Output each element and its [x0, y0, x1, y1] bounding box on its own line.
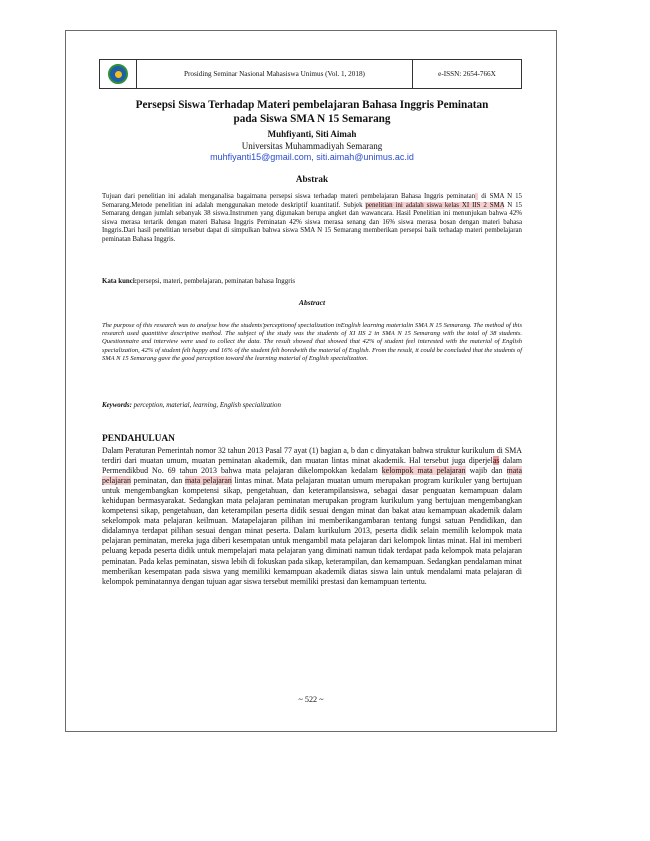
pendahuluan-highlight-4: mata pelajaran	[185, 476, 232, 486]
university-logo-icon	[108, 64, 128, 84]
kata-kunci	[102, 278, 522, 287]
title-line-2: pada Siswa SMA N 15 Semarang	[233, 112, 391, 125]
abstract-text: The purpose of this research was to analyse how the students'perceptionof specialization inEnglish learning materialin SMA N 15 Semarang. The method of this research used quantitive descriptive method. The subject of the study was the students of XI IIS 2 in SMA N 15 Semarang with the total of 38 students. Questionnaire and interview were used to collect the data. The result showed that showed that 42% of student feel interested with the material of English specialization, 42% of student felt happy and 16% of the student felt boredwith the material of English. From the result, it could be concluded that the students of SMA N 15 Semarang gave the good perception toward the learning material of English specialization.	[102, 322, 522, 362]
abstract-heading: Abstract	[298, 298, 326, 307]
page-number: ~ 522 ~	[298, 695, 324, 704]
paper-page	[65, 30, 557, 732]
author-emails[interactable]: muhfiyanti15@gmail.com, siti.aimah@unimus.ac.id	[210, 152, 414, 162]
issn: e-ISSN: 2654-766X	[438, 70, 496, 78]
kata-kunci-text: persepsi, materi, pembelajaran, peminatan bahasa Inggris	[137, 278, 296, 285]
pendahuluan-highlight-3: mata pelajaran	[102, 466, 522, 486]
pendahuluan-part-3: dalam Permendikbud No. 69 tahun 2013 bahwa mata pelajaran dikelompokkan kedalam	[102, 456, 522, 476]
paper-title	[94, 99, 530, 126]
keywords-text: perception, material, learning, English specialization	[131, 402, 281, 409]
pendahuluan-text	[102, 446, 522, 587]
kata-kunci-label: Kata kunci:	[102, 278, 138, 285]
abstrak-text	[102, 193, 522, 245]
affiliation: Universitas Muhammadiyah Semarang	[241, 141, 383, 151]
abstrak-highlight-2: penelitian ini adalah siswa kelas XI IIS 2 SMA	[365, 201, 505, 209]
pendahuluan-highlight-1: as	[492, 456, 500, 466]
abstrak-part-1: Tujuan dari penelitian ini adalah menganalisa bagaimana persepsi siswa terhadap materi pembelajaran Bahasa Inggris peminatan	[102, 193, 476, 200]
abstrak-part-4: N 15 Semarang dengan jumlah sebanyak 38 siswa.Instrumen yang digunakan berupa angket dan wawancara. Hasil Penelitian ini menunjukan bahwa 42% siswa merasa tertarik dengan materi Bahasa Inggris Peminatan 42% siswa merasa senang dan 16% siswa merasa bosan dengan materi bahasa Inggris.Dari hasil penelitian tersebut dapat di simpulkan bahwa siswa SMA N 15 Semarang memberikan persepsi baik terhadap materi pembelajaran peminatan Bahasa Inggris.	[102, 201, 522, 243]
logo-cell	[100, 60, 137, 88]
abstrak-part-2: di SMA N 15 Semarang.Metode penelitian ini adalah menggunakan metode deskriptif kuantitatif. Subjek	[102, 193, 522, 209]
journal-header	[99, 59, 522, 89]
abstrak-heading: Abstrak	[295, 174, 329, 184]
pendahuluan-part-7: peminatan, dan	[130, 476, 185, 486]
title-line-1: Persepsi Siswa Terhadap Materi pembelajaran Bahasa Inggris Peminatan	[135, 99, 489, 111]
pendahuluan-part-5: wajib dan	[465, 466, 507, 476]
pendahuluan-part-9: lintas minat. Mata pelajaran muatan umum merupakan program kurikuler yang bertujuan untuk mengembangkan kompetensi sikap, pengetahuan, dan keterampilansiswa, sebagai dasar penguatan kemampuan dalam kehidupan bermasyarakat. Sedangkan mata pelajaran peminatan merupakan program kurikulum yang bertujuan mengembangkan kompetensi sikap, pengetahuan, dan keterampilan peserta didik sesuai dengan minat dan bakat atau kemampuan akademik dalam sekelompok mata pelajaran keilmuan. Matapelajaran pilihan ini memberikangambaran tentang fungsi satuan Pendidikan, dan didalamnya terdapat pilihan sesuai dengan minat peserta. Dalam kurikulum 2013, peserta didik selain memilih kelompok mata pelajaran peminatan, mereka juga diberi kesempatan untuk mengambil mata pelajaran dari kelompok lintas minat. Hal ini memberi peluang kepada peserta didik untuk mempelajari mata pelajaran yang diminati namun tidak terdapat pada kelompok mata pelajaran peminatan. Pada kelas peminatan, siswa lebih di fokuskan pada sikap, keterampilan, dan kemampuan. Sedangkan pendalaman minat memberikan kesempatan pada siswa yang memiliki kemampuan akademik diatas siswa lain untuk mendalami mata pelajaran di kelompok peminatannya dengan tujuan agar siswa tersebut memiliki prestasi dan kemampuan tertentu.	[102, 476, 522, 586]
proceedings-name: Prosiding Seminar Nasional Mahasiswa Unimus (Vol. 1, 2018)	[137, 60, 413, 88]
pendahuluan-part-1: Dalam Peraturan Pemerintah nomor 32 tahun 2013 Pasal 77 ayat (1) bagian a, b dan c dinyatakan bahwa struktur kurikulum di SMA terdiri dari muatan umum, muatan peminatan akademik, dan muatan lintas minat akademik. Hal tersebut juga diperjel	[102, 446, 522, 466]
keywords	[102, 402, 522, 411]
pendahuluan-highlight-2: kelompok mata pelajaran	[381, 466, 466, 476]
pendahuluan-heading: PENDAHULUAN	[102, 434, 175, 444]
keywords-label: Keywords:	[102, 402, 132, 409]
authors: Muhfiyanti, Siti Aimah	[267, 129, 357, 139]
